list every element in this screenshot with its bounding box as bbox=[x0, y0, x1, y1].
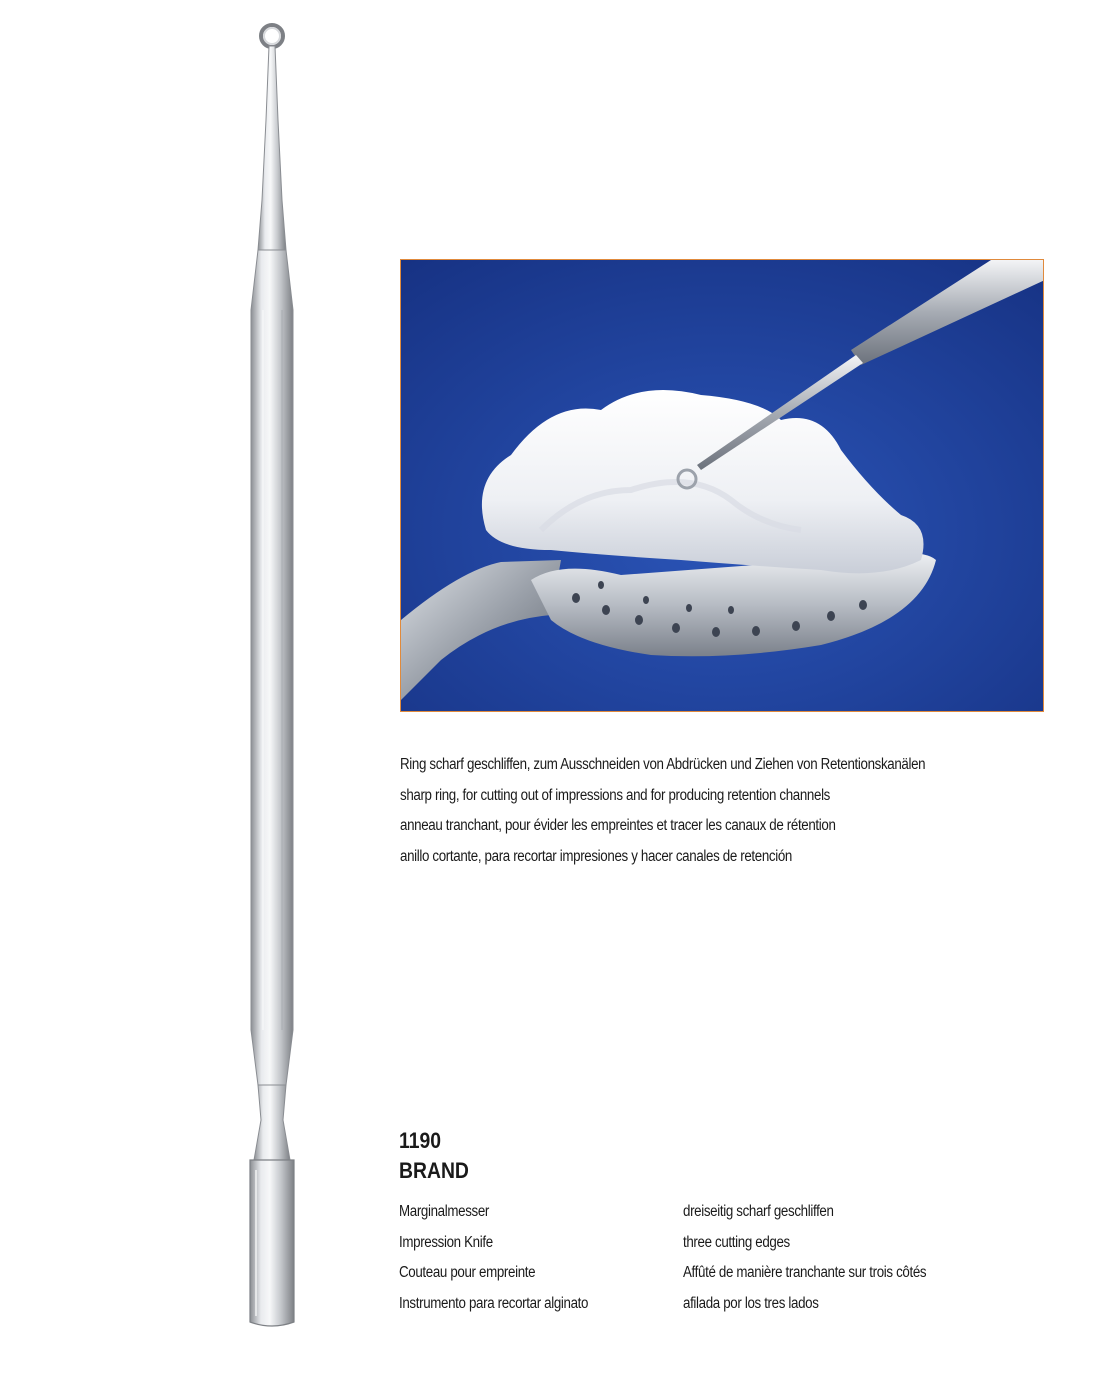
product-name-fr: Couteau pour empreinte bbox=[399, 1264, 536, 1281]
product-brand: BRAND bbox=[399, 1158, 469, 1183]
product-photo bbox=[400, 259, 1044, 712]
description-de: Ring scharf geschliffen, zum Ausschneiden von Abdrücken und Ziehen von Retentionskanälen bbox=[400, 756, 926, 773]
product-feature-es: afilada por los tres lados bbox=[683, 1294, 819, 1312]
impression-knife-drawing bbox=[236, 10, 316, 1345]
description-block bbox=[400, 750, 1040, 872]
product-feature-de: dreiseitig scharf geschliffen bbox=[683, 1203, 834, 1220]
product-code: 1190 bbox=[399, 1128, 442, 1153]
product-features bbox=[683, 1197, 1043, 1319]
impression-tray-photo bbox=[401, 260, 1044, 712]
product-feature-en: three cutting edges bbox=[683, 1233, 790, 1251]
instrument-illustration bbox=[236, 10, 316, 1345]
description-es: anillo cortante, para recortar impresiones y hacer canales de retención bbox=[400, 847, 792, 865]
product-name-en: Impression Knife bbox=[399, 1233, 493, 1251]
description-en: sharp ring, for cutting out of impressions and for producing retention channels bbox=[400, 786, 831, 804]
product-names bbox=[399, 1197, 679, 1319]
product-name-es: Instrumento para recortar alginato bbox=[399, 1294, 589, 1312]
product-name-de: Marginalmesser bbox=[399, 1203, 490, 1220]
product-feature-fr: Affûté de manière tranchante sur trois côtés bbox=[683, 1264, 927, 1281]
description-fr: anneau tranchant, pour évider les empreintes et tracer les canaux de rétention bbox=[400, 817, 836, 834]
